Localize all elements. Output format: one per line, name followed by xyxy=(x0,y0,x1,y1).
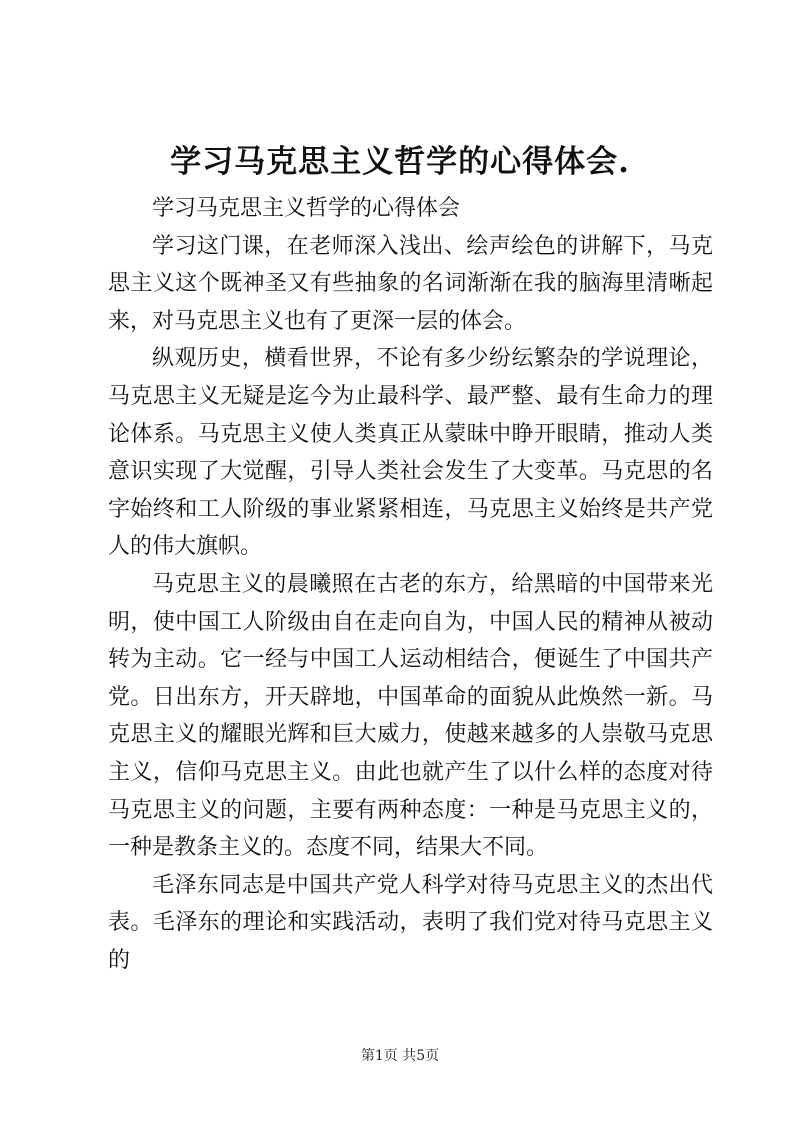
subtitle-paragraph: 学习马克思主义哲学的心得体会 xyxy=(152,196,461,221)
body-paragraph: 毛泽东同志是中国共产党人科学对待马克思主义的杰出代表。毛泽东的理论和实践活动，表明了我们党对待马克思主义的 xyxy=(108,872,713,973)
page-number-footer: 第1页 共5页 xyxy=(360,1048,440,1064)
document-title: 学习马克思主义哲学的心得体会. xyxy=(170,144,630,180)
body-paragraph: 学习这门课，在老师深入浅出、绘声绘色的讲解下，马克思主义这个既神圣又有些抽象的名词渐渐在我的脑海里清晰起来，对马克思主义也有了更深一层的体会。 xyxy=(108,233,713,334)
body-paragraph: 纵观历史，横看世界，不论有多少纷纭繁杂的学说理论，马克思主义无疑是迄今为止最科学、最严整、最有生命力的理论体系。马克思主义使人类真正从蒙昧中睁开眼睛，推动人类意识实现了大觉醒，引导人类社会发生了大变革。马克思的名字始终和工人阶级的事业紧紧相连，马克思主义始终是共产党人的伟大旗帜。 xyxy=(108,346,713,560)
body-paragraph: 马克思主义的晨曦照在古老的东方，给黑暗的中国带来光明，使中国工人阶级由自在走向自为，中国人民的精神从被动转为主动。它一经与中国工人运动相结合，便诞生了中国共产党。日出东方，开天辟地，中国革命的面貌从此焕然一新。马克思主义的耀眼光辉和巨大威力，使越来越多的人崇敬马克思主义，信仰马克思主义。由此也就产生了以什么样的态度对待马克思主义的问题，主要有两种态度：一种是马克思主义的，一种是教条主义的。态度不同，结果大不同。 xyxy=(108,571,713,861)
document-body xyxy=(108,190,713,979)
